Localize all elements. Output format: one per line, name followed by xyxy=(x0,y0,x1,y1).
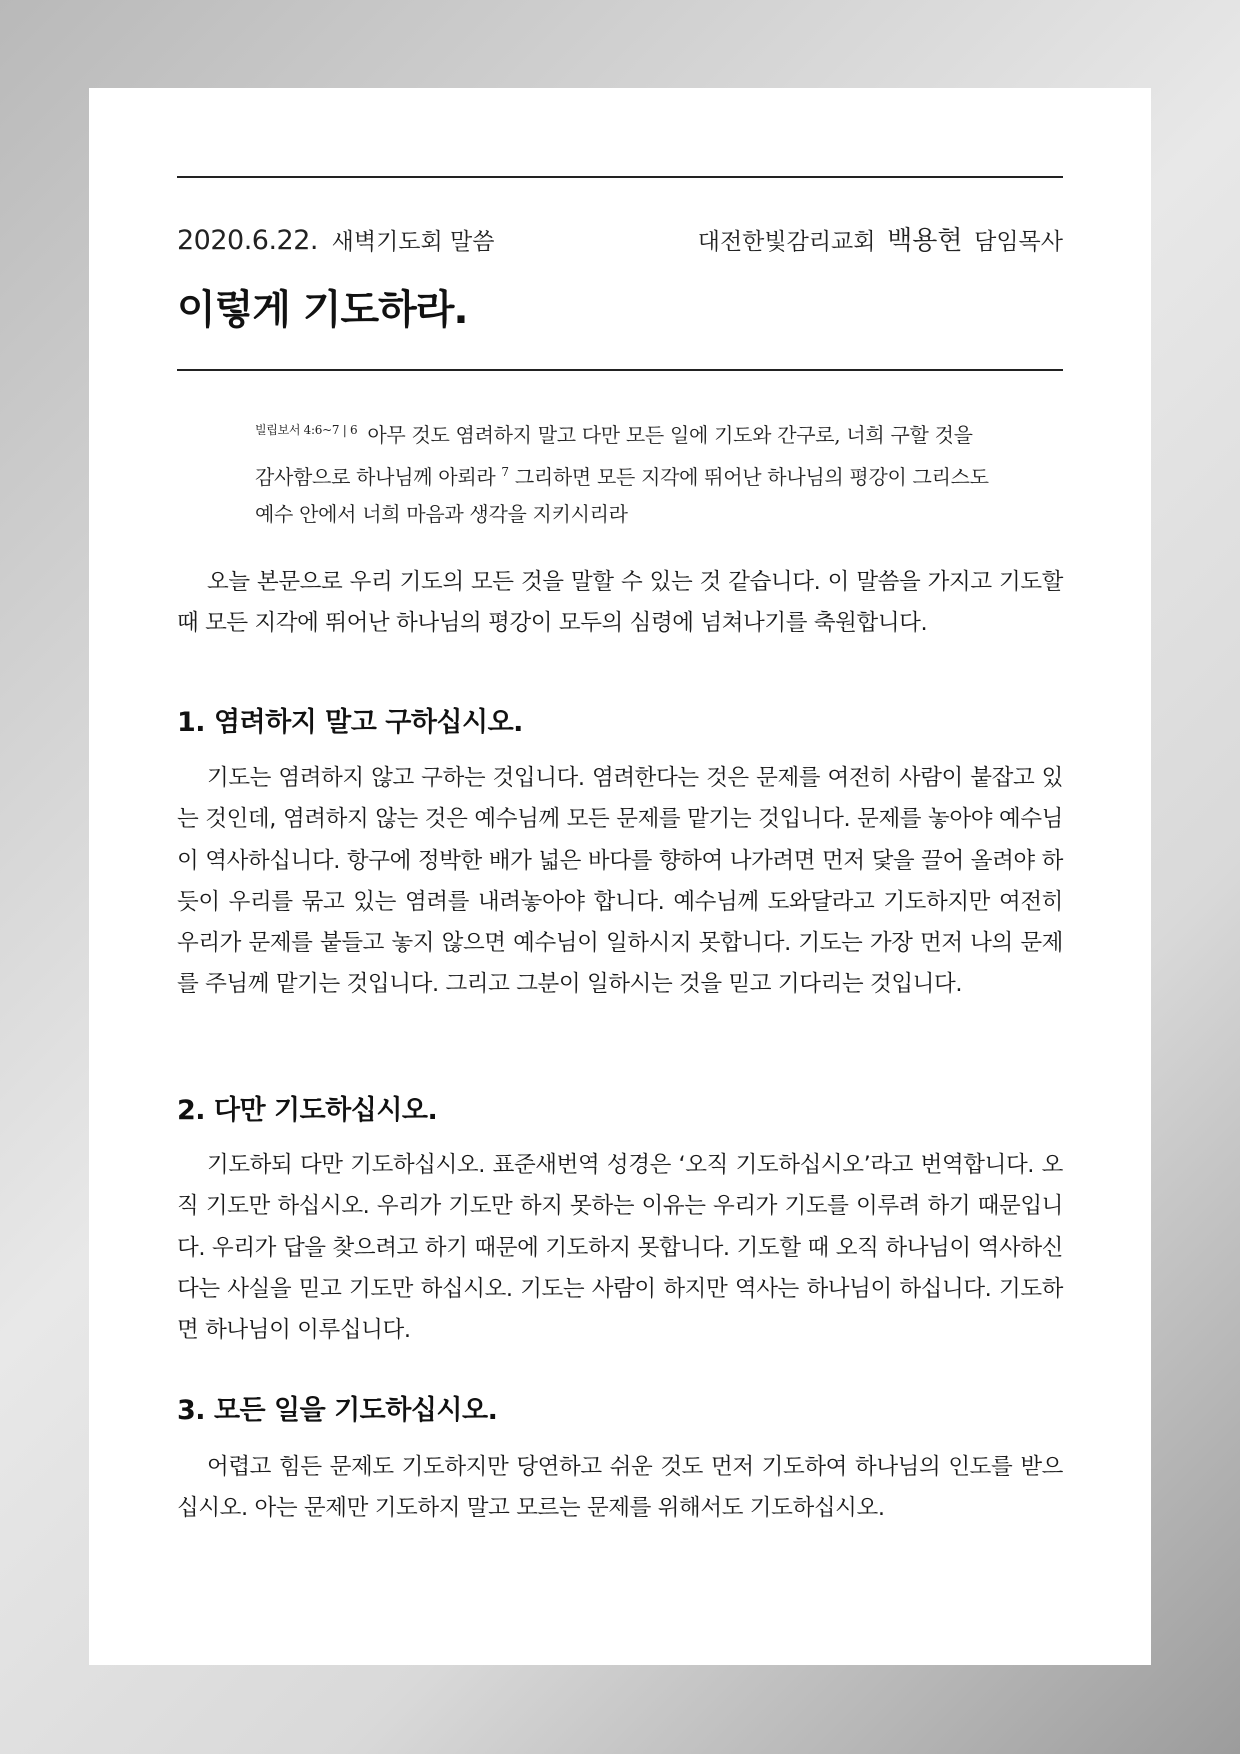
church-name: 대전한빛감리교회 xyxy=(697,229,876,255)
scripture-passage xyxy=(255,412,989,533)
title-divider xyxy=(177,369,1063,371)
pastor-name: 백용현 xyxy=(887,226,963,256)
scripture-verse-7: 그리하면 모든 지각에 뛰어난 하나님의 평강이 그리스도 예수 안에서 너희 마음과 생각을 지키시리라 xyxy=(255,465,989,526)
section-body-2: 기도하되 다만 기도하십시오. 표준새번역 성경은 ‘오직 기도하십시오’라고 번역합니다. 오직 기도만 하십시오. 우리가 기도만 하지 못하는 이유는 우리가 기도를 이루려 하기 때문입니다. 우리가 답을 찾으려고 하기 때문에 기도하지 못합니다. 기도할 때 오직 하나님이 역사하신다는 사실을 믿고 기도만 하십시오. 기도는 사람이 하지만 역사는 하나님이 하십니다. 기도하면 하나님이 이루십니다. xyxy=(177,1152,1063,1344)
section-heading-2: 2. 다만 기도하십시오. xyxy=(177,1095,438,1126)
section-body-3: 어렵고 힘든 문제도 기도하지만 당연하고 쉬운 것도 먼저 기도하여 하나님의 인도를 받으십시오. 아는 문제만 기도하지 말고 모르는 문제를 위해서도 기도하십시오. xyxy=(177,1454,1063,1522)
service-name: 새벽기도회 말씀 xyxy=(331,229,495,255)
intro-paragraph: 오늘 본문으로 우리 기도의 모든 것을 말할 수 있는 것 같습니다. 이 말씀을 가지고 기도할 때 모든 지각에 뛰어난 하나님의 평강이 모두의 심령에 넘쳐나기를 축원합니다. xyxy=(177,569,1063,637)
section-heading-3: 3. 모든 일을 기도하십시오. xyxy=(177,1395,498,1426)
document-page xyxy=(89,88,1151,1665)
preacher-line xyxy=(698,220,1063,257)
pastor-title: 담임목사 xyxy=(974,229,1063,255)
sermon-meta xyxy=(177,220,1063,257)
top-divider xyxy=(177,176,1063,178)
section-body-1: 기도는 염려하지 않고 구하는 것입니다. 염려한다는 것은 문제를 여전히 사람이 붙잡고 있는 것인데, 염려하지 않는 것은 예수님께 모든 문제를 맡기는 것입니다. 문제를 놓아야 예수님이 역사하십니다. 항구에 정박한 배가 넓은 바다를 향하여 나가려면 먼저 닻을 끌어 올려야 하듯이 우리를 묶고 있는 염려를 내려놓아야 합니다. 예수님께 도와달라고 기도하지만 여전히 우리가 문제를 붙들고 놓지 않으면 예수님이 일하시지 못합니다. 기도는 가장 먼저 나의 문제를 주님께 맡기는 것입니다. 그리고 그분이 일하시는 것을 믿고 기다리는 것입니다. xyxy=(177,765,1063,998)
sermon-date: 2020.6.22. xyxy=(177,225,318,256)
section-heading-1: 1. 염려하지 말고 구하십시오. xyxy=(177,707,523,738)
verse-number-7: 7 xyxy=(501,465,509,479)
sermon-title: 이렇게 기도하라. xyxy=(177,287,468,333)
sermon-date-line xyxy=(177,223,494,256)
scripture-reference: 빌립보서 4:6~7 | 6 xyxy=(255,423,358,437)
scripture-verse-6: 아무 것도 염려하지 말고 다만 모든 일에 기도와 간구로, 너희 구할 것을 감사함으로 하나님께 아뢰라 xyxy=(255,423,973,489)
